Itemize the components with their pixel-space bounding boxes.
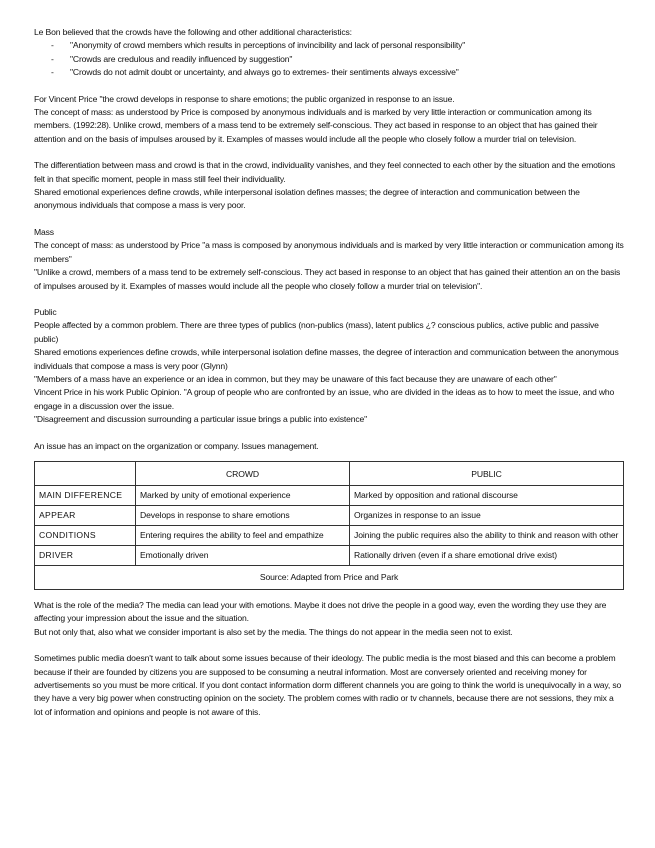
table-cell: CONDITIONS <box>35 525 136 545</box>
public-paragraph: Shared emotions experiences define crowds, while interpersonal isolation define masses, the degree of interaction and communication between the anonymous individuals that compose a mass is very poor (Glynn) <box>34 347 619 371</box>
shared-emotions-paragraph: Shared emotional experiences define crowds, while interpersonal isolation defines masses; the degree of interaction and communication between the anonymous individuals that compose a mass is very poor. <box>34 187 580 211</box>
mass-heading: Mass <box>34 226 54 237</box>
table-cell: DRIVER <box>35 545 136 565</box>
table-source-row <box>35 565 624 589</box>
table-header-cell: PUBLIC <box>350 461 624 485</box>
table-cell: Develops in response to share emotions <box>136 505 350 525</box>
final-paragraph: Sometimes public media doesn't want to talk about some issues because of their ideology. The public media is the most biased and this can become a problem because if their are founded by citizens you are supposed to be consuming a neutral information. Most are conversely oriented and receiving money for advertisements so you must be more critical. If you dont contact information dorm different channels you are going to think the world is unequivocally in a way, so they have a very big power when constructing opinion on the society. The problem comes with radio or tv channels, because there are not sessions, they mix a lot of information and opinions and people is not aware of this. <box>34 653 622 717</box>
mass-paragraph: "Unlike a crowd, members of a mass tend to be extremely self-conscious. They act based in response to an object that has gained their attention an on the basis of impulses aroused by it. Examples of masses would include all the people who closely follow a murder trial on television". <box>34 267 621 291</box>
public-paragraph: "Disagreement and discussion surrounding a particular issue brings a public into existence" <box>34 414 368 425</box>
list-item: - "Crowds are credulous and readily influenced by suggestion" <box>51 53 624 66</box>
table-row <box>35 525 624 545</box>
difference-paragraph: The differentiation between mass and crowd is that in the crowd, individuality vanishes, and they feel connected to each other by the situation and the emotions felt in that specific moment, people in mass still feel their individuality. <box>34 160 616 184</box>
public-heading: Public <box>34 306 57 317</box>
table-cell: Rationally driven (even if a share emotional drive exist) <box>350 545 624 565</box>
table-source: Source: Adapted from Price and Park <box>35 565 624 589</box>
table-header-cell <box>35 461 136 485</box>
issue-line: An issue has an impact on the organization or company. Issues management. <box>34 440 319 451</box>
public-paragraph: Vincent Price in his work Public Opinion. "A group of people who are confronted by an issue, who are divided in the ideas as to how to meet the issue, and who engage in a discussion over the issue. <box>34 387 615 411</box>
table-cell: Organizes in response to an issue <box>350 505 624 525</box>
crowd-public-table <box>34 461 624 590</box>
document-page <box>34 26 624 719</box>
table-row <box>35 485 624 505</box>
table-cell: MAIN DIFFERENCE <box>35 485 136 505</box>
characteristics-list <box>34 39 624 79</box>
table-cell: Entering requires the ability to feel and empathize <box>136 525 350 545</box>
list-item: - "Crowds do not admit doubt or uncertainty, and always go to extremes- their sentiments always excessive" <box>51 66 624 79</box>
table-cell: Emotionally driven <box>136 545 350 565</box>
table-cell: Joining the public requires also the ability to think and reason with other <box>350 525 624 545</box>
list-item: - "Anonymity of crowd members which results in perceptions of invincibility and lack of personal responsibility" <box>51 39 624 52</box>
table-cell: Marked by unity of emotional experience <box>136 485 350 505</box>
table-row <box>35 545 624 565</box>
mass-concept-paragraph: The concept of mass: as understood by Price is composed by anonymous individuals and is marked by very little interaction or communication among its members. (1992:28). Unlike crowd, members of a mass tend to be extremely self-conscious. They act based in response to an object that has gained their attention and on the basis of impulses aroused by it. Examples of masses would include all the people who closely follow a murder trial on television. <box>34 107 598 144</box>
media-paragraph: But not only that, also what we consider important is also set by the media. The things do not appear in the media seen not to exist. <box>34 626 513 637</box>
intro-paragraph: Le Bon believed that the crowds have the following and other additional characteristics: <box>34 27 352 37</box>
media-paragraph: What is the role of the media? The media can lead your with emotions. Maybe it does not drive the people in a good way, even the wording they use they are affecting your impression about the issue and the situation. <box>34 599 607 624</box>
table-header-cell: CROWD <box>136 461 350 485</box>
table-cell: Marked by opposition and rational discourse <box>350 485 624 505</box>
price-quote-line: For Vincent Price "the crowd develops in response to share emotions; the public organized in response to an issue. <box>34 93 455 104</box>
table-cell: APPEAR <box>35 505 136 525</box>
mass-paragraph: The concept of mass: as understood by Price "a mass is composed by anonymous individuals and is marked by very little interaction or communication among its members" <box>34 240 624 264</box>
public-paragraph: People affected by a common problem. There are three types of publics (non-publics (mass), latent publics ¿? conscious publics, active public and passive public) <box>34 320 599 344</box>
table-row <box>35 505 624 525</box>
table-header-row <box>35 461 624 485</box>
public-paragraph: "Members of a mass have an experience or an idea in common, but they may be unaware of this fact because they are unaware of each other" <box>34 373 557 384</box>
